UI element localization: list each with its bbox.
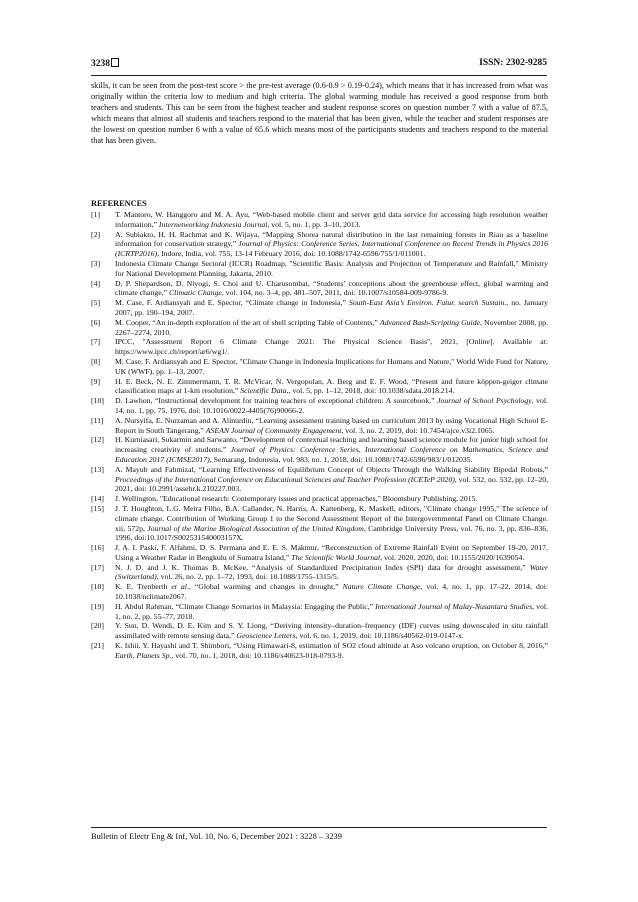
reference-item xyxy=(91,279,548,299)
reference-number: [21] xyxy=(91,641,104,651)
reference-number: [16] xyxy=(91,543,104,553)
reference-number: [7] xyxy=(91,337,101,347)
reference-text: M. Case, F. Ardiansyah and E. Spector, "Climate Change in Indonesia Implications for Humans and Nature," World Wide Fund for Nature, UK (WWF), pp. 1–13, 2007. xyxy=(115,356,548,376)
body-paragraph: skills, it can be seen from the post-test score > the pre-test average (0.6-0.9 > 0.19-0.24), which means that it has increased from what was originally within the criteria low to medium and high criteria. The global warming module has received a good response from both teachers and students. This can be seen from the highest teacher and student response scores on question number 7 with a value of 87.5, which means that almost all students and teachers respond to the material that has been given, while the teacher and student responses are the lowest on question number 6 with a value of 65.6 which means most of the participants students and teachers respond to the material that has been given. xyxy=(91,81,548,145)
reference-number: [8] xyxy=(91,356,101,366)
reference-item xyxy=(91,641,548,661)
page-header xyxy=(91,58,547,72)
reference-item xyxy=(91,435,548,464)
reference-number: [20] xyxy=(91,621,104,631)
reference-item xyxy=(91,377,548,397)
reference-text: J. Wellington, "Educational research: Contemporary issues and practical approaches," Bloomsbury Publishing, 2015. xyxy=(115,494,478,504)
reference-number: [19] xyxy=(91,601,104,611)
reference-text: H. Kurniasari, Sukarmin and Sarwanto, “Development of contextual teaching and learning based science module for junior high school for increasing creativity of students,” Journal of Physics: Conference Series, International Conference on Mathematics, Science and Education 2017 (ICMSE2017), Semarang, Indonesia, vol. 983, no. 1, 2018, doi: 10.1088/1742-6596/983/1/012035. xyxy=(115,435,548,464)
reference-number: [1] xyxy=(91,210,101,219)
reference-number: [14] xyxy=(91,494,104,504)
reference-number: [12] xyxy=(91,435,104,445)
reference-item xyxy=(91,543,548,563)
reference-item xyxy=(91,230,548,259)
reference-item xyxy=(91,210,548,230)
reference-number: [9] xyxy=(91,376,101,386)
reference-number: [6] xyxy=(91,317,101,327)
reference-text: H. Abdul Rahman, “Climate Change Scenarios in Malaysia: Engaging the Public,” International Journal of Malay-Nusantara Studies, vol. 1, no. 2, pp. 55–77, 2018. xyxy=(115,601,548,621)
reference-item xyxy=(91,582,548,602)
reference-text: Indonesia Climate Change Sectoral (ICCR) Roadmap, "Scientific Basis: Analysis and Projection of Temperature and Rainfall," Ministry for National Development Planning, Jakarta, 2010. xyxy=(115,258,548,278)
reference-item xyxy=(91,494,548,504)
reference-item xyxy=(91,357,548,377)
reference-text: H. E. Beck, N. E. Zimmermann, T. R. McVicar, N. Vergopolan, A. Berg and E. F. Wood, “Present and future köppen-geiger climate classification maps at 1-km resolution,” Scientific Data,, vol. 5, pp. 1–12, 2018, doi: 10.1038/sdata.2018.214. xyxy=(115,376,548,396)
reference-item xyxy=(91,318,548,338)
reference-text: D. P. Shepardson, D. Niyogi, S. Choi and U. Charusombat, “Students’ conceptions about the greenhouse effect, global warming and climate change,” Climatic Change, vol. 104, no. 3–4, pp. 481–507, 2011, doi: 10.1007/s10584-009-9786-9. xyxy=(115,278,548,298)
reference-text: IPCC, "Assessment Report 6 Climate Change 2021: The Physical Science Basis", 2021, [Online]. Available at: https://www.ipcc.ch/report/ar6/wg1/. xyxy=(115,337,548,357)
reference-number: [5] xyxy=(91,298,101,308)
reference-item xyxy=(91,416,548,436)
reference-item xyxy=(91,621,548,641)
footer-rule xyxy=(91,827,547,828)
references-heading: REFERENCES xyxy=(91,199,147,208)
reference-item xyxy=(91,298,548,318)
reference-item xyxy=(91,563,548,583)
reference-text: K. Ishii, Y. Hayashi and T. Shimbori, “Using Himawari-8, estimation of SO2 cloud altitude at Aso volcano eruption, on October 8, 2016,” Earth, Planets Sp., vol. 70, no. 1, 2018, doi: 10.1186/s40623-018-0793-9. xyxy=(115,641,548,660)
reference-number: [2] xyxy=(91,229,101,239)
reference-number: [13] xyxy=(91,464,104,474)
reference-item xyxy=(91,602,548,622)
square-icon xyxy=(111,58,119,67)
reference-number: [11] xyxy=(91,415,104,425)
reference-text: M. Cooper, “An in-depth exploration of the art of shell scripting Table of Contents,” Advanced Bash-Scripting Guide, November 2008, pp. 2267–2274, 2010. xyxy=(115,317,548,337)
reference-number: [3] xyxy=(91,258,101,268)
page-footer: Bulletin of Electr Eng & Inf, Vol. 10, No. 6, December 2021 : 3228 – 3239 xyxy=(91,832,342,841)
reference-text: A. Subiakto, H. H. Rachmat and K. Wijaya, “Mapping Shorea natural distribution in the last remaining forests in Riau as a baseline information for conservation strategy,” Journal of Physics: Conference Series, International Conference on Recent Trends in Physics 2016 (ICRTP2016), Indore, India, vol. 755, 13-14 February 2016, doi: 10.1088/1742-6596/755/1/011001. xyxy=(115,229,548,259)
reference-number: [10] xyxy=(91,396,104,406)
header-issn: ISSN: 2302-9285 xyxy=(479,58,547,68)
reference-item xyxy=(91,396,548,416)
reference-number: [18] xyxy=(91,582,104,592)
reference-text: T. Mantoro, W. Hanggoro and M. A. Ayu, “Web-based mobile client and server grid data service for accessing high resolution weather information,” Internetworking Indonesia Journal, vol. 5, no. 1, pp. 3–10, 2013. xyxy=(115,210,548,229)
reference-text: D. Lawhon, “Instructional development for training teachers of exceptional children: A sourcebook,” Journal of School Psychology, vol. 14, no. 1, pp. 75, 1976, doi: 10.1016/0022-4405(76)90066-2. xyxy=(115,396,548,415)
reference-item xyxy=(91,504,548,543)
reference-text: J. A. I. Paski, F. Alfahmi, D. S. Permana and E. E. S. Makmur, “Reconstruction of Extreme Rainfall Event on September 19-20, 2017, Using a Weather Radar in Bengkulu of Sumatra Island,” The Scientific World Journal, vol. 2020, 2020, doi: 10.1155/2020/1639054. xyxy=(115,543,548,562)
reference-item xyxy=(91,465,548,494)
references-list xyxy=(91,210,548,661)
header-rule xyxy=(91,75,547,76)
reference-text: J. T. Houghton, L.G. Meira Filho, B.A. Callander, N. Harris, A. Kattenberg, K. Maskell, editors, "Climate change 1995," The science of climate change. Contribution of Working Group 1 to the Second Assessment Report of the Intergovernmental Panel on Climate Change. xii, 572p, Journal of the Marine Biological Association of the United Kingdom, Cambridge University Press, vol. 76, no. 3, pp. 836–836, 1996, doi:10.1017/S002531540003157X. xyxy=(115,503,549,543)
reference-item xyxy=(91,259,548,279)
reference-text: A. Nursyifa, E. Nurzaman and A. Alinurdin, “Learning assessment training based on curriculum 2013 by using Vocational High School E-Report in South Tangerang,” ASEAN Journal of Community Engagement, vol. 3, no. 2, 2019, doi: 10.7454/ajce.v3i2.1065. xyxy=(115,415,548,435)
reference-number: [4] xyxy=(91,278,101,288)
reference-number: [17] xyxy=(91,562,104,572)
reference-text: N. J. D. and J. K. Thomas B. McKee, “Analysis of Standardized Precipitation Index (SPI) data for drought assessment,” Water (Switzerland), vol. 26, no. 2, pp. 1–72, 1993, doi: 10.1088/1755-1315/5. xyxy=(115,562,548,582)
reference-number: [15] xyxy=(91,503,104,513)
reference-item xyxy=(91,337,548,357)
header-page-number: 3238 xyxy=(91,58,119,69)
reference-text: K. E. Trenberth et al., “Global warming and changes in drought,” Nature Climate Change, vol. 4, no. 1, pp. 17–22, 2014, doi: 10.1038/nclimate2067. xyxy=(115,582,549,602)
reference-text: M. Case, F. Ardiansyah and E. Spector, “Climate change in Indonesia,” South-East Asia’s Environ. Futur. search Sustain., no. January 2007, pp. 190–194, 2007. xyxy=(115,298,548,317)
reference-text: A. Mayub and Fahmizal, “Learning Effectiveness of Equilibrium Concept of Objects Through the Walking Stability Bipedal Robots,” Proceedings of the International Conference on Educational Sciences and Teacher Profession (ICETeP 2020), vol. 532, no. 532, pp. 12–20, 2021, doi: 10.2991/assehr.k.210227.003. xyxy=(115,464,549,494)
reference-text: Y. Sun, D. Wendi, D. E. Kim and S. Y. Liong, “Deriving intensity–duration–frequency (IDF) curves using downscaled in situ rainfall assimilated with remote sensing data,” Geoscience Letters, vol. 6, no. 1, 2019, doi: 10.1186/s40562-019-0147-x. xyxy=(115,621,548,641)
